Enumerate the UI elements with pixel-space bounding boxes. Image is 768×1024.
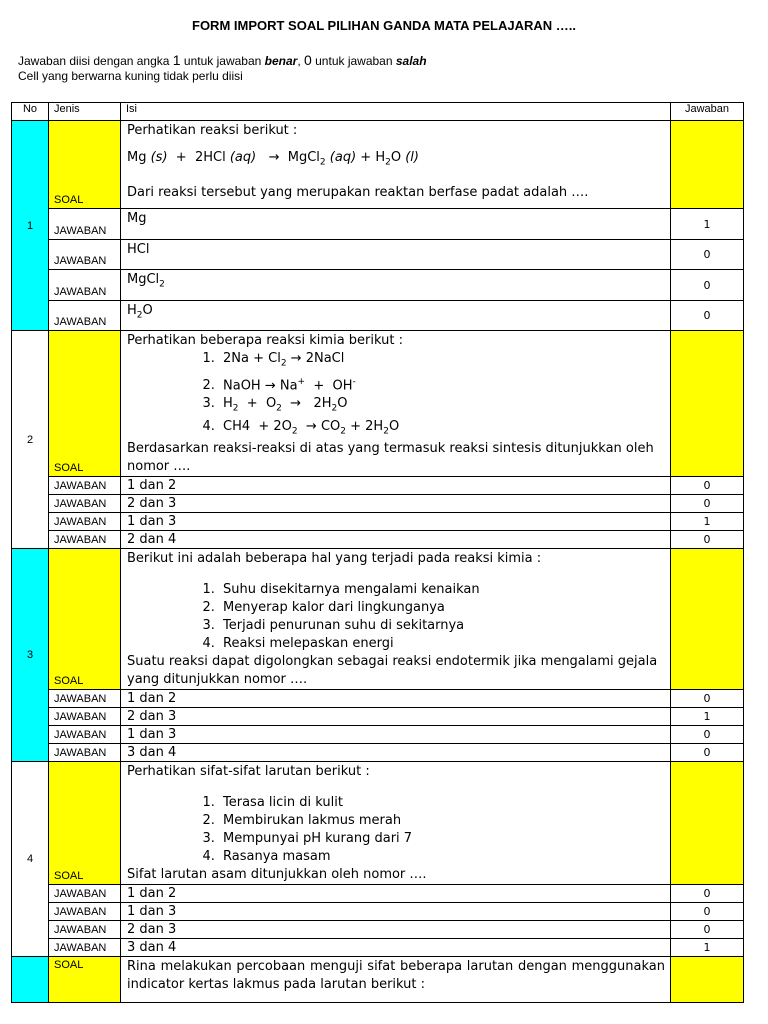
type-jawaban: JAWABAN (49, 531, 121, 549)
question-text[interactable]: Perhatikan beberapa reaksi kimia berikut : 1. $2Na + Cl_2$ → 2NaCl 2. NaOH → Na+ + OH- 3. $H_2 + O_2 \to 2H_2O$ 4. $CH4 + 2O_2 \to CO_2 + 2H_2O$ Berdasarkan reaksi-reaksi di atas yang termasuk reaksi sintesis ditunjukkan oleh nomor …. (121, 331, 671, 477)
answer-value[interactable]: 0 (671, 531, 744, 549)
type-jawaban: JAWABAN (49, 209, 121, 240)
option-text[interactable]: 3 dan 4 (121, 939, 671, 957)
table-row (12, 762, 744, 885)
type-soal: SOAL (49, 331, 121, 477)
reaction-list: 1. $2Na + Cl_2$ → 2NaCl 2. NaOH → Na+ + OH- 3. $H_2 + O_2 \to 2H_2O$ 4. $CH4 + 2O_2 \to CO_2 + 2H_2O$ (127, 350, 665, 440)
question-table (11, 102, 744, 1003)
header-no: No (12, 103, 49, 121)
type-jawaban: JAWABAN (49, 726, 121, 744)
type-jawaban: JAWABAN (49, 301, 121, 331)
type-jawaban: JAWABAN (49, 270, 121, 301)
option-text[interactable]: Mg (121, 209, 671, 240)
option-text[interactable]: 2 dan 3 (121, 921, 671, 939)
table-row (12, 331, 744, 477)
question-text[interactable]: Perhatikan sifat-sifat larutan berikut : 1. Terasa licin di kulit 2. Membirukan lakmus merah 3. Mempunyai pH kurang dari 7 4. Rasanya masam Sifat larutan asam ditunjukkan oleh nomor …. (121, 762, 671, 885)
answer-value[interactable]: 0 (671, 744, 744, 762)
question-number: 4 (12, 762, 49, 957)
table-row (12, 477, 744, 495)
answer-value[interactable]: 1 (671, 513, 744, 531)
header-jawaban: Jawaban (671, 103, 744, 121)
type-jawaban: JAWABAN (49, 885, 121, 903)
option-text[interactable]: 2 dan 3 (121, 495, 671, 513)
table-row (12, 921, 744, 939)
type-jawaban: JAWABAN (49, 690, 121, 708)
table-row (12, 301, 744, 331)
table-row (12, 121, 744, 209)
table-row (12, 726, 744, 744)
question-number: 3 (12, 549, 49, 762)
type-jawaban: JAWABAN (49, 708, 121, 726)
option-text[interactable]: 2 dan 4 (121, 531, 671, 549)
type-soal: SOAL (49, 549, 121, 690)
type-jawaban: JAWABAN (49, 495, 121, 513)
option-text[interactable]: 1 dan 3 (121, 726, 671, 744)
answer-key-blank (671, 957, 744, 1003)
option-text[interactable]: HCl (121, 240, 671, 270)
page-title: FORM IMPORT SOAL PILIHAN GANDA MATA PELAJARAN ….. (192, 18, 576, 33)
answer-value[interactable]: 0 (671, 240, 744, 270)
question-number: 1 (12, 121, 49, 331)
answer-value[interactable]: 0 (671, 885, 744, 903)
table-row (12, 495, 744, 513)
table-row (12, 270, 744, 301)
table-row (12, 513, 744, 531)
answer-value[interactable]: 1 (671, 209, 744, 240)
answer-value[interactable]: 0 (671, 301, 744, 331)
question-text[interactable]: Rina melakukan percobaan menguji sifat beberapa larutan dengan menggunakan indicator kertas lakmus pada larutan berikut : (121, 957, 671, 1003)
table-header (12, 103, 744, 121)
type-jawaban: JAWABAN (49, 939, 121, 957)
type-soal: SOAL (49, 957, 121, 1003)
answer-value[interactable]: 1 (671, 708, 744, 726)
item-list: 1. Suhu disekitarnya mengalami kenaikan 2. Menyerap kalor dari lingkunganya 3. Terjadi penurunan suhu di sekitarnya 4. Reaksi melepaskan energi (127, 581, 665, 653)
answer-key-blank (671, 331, 744, 477)
table-row (12, 531, 744, 549)
type-jawaban: JAWABAN (49, 921, 121, 939)
header-isi: Isi (121, 103, 671, 121)
table-row (12, 209, 744, 240)
type-jawaban: JAWABAN (49, 240, 121, 270)
option-text[interactable]: 3 dan 4 (121, 744, 671, 762)
table-row (12, 957, 744, 1003)
answer-value[interactable]: 0 (671, 903, 744, 921)
answer-value[interactable]: 0 (671, 270, 744, 301)
table-row (12, 885, 744, 903)
equation: Mg (s) + 2HCl (aq) → MgCl$_2$ $(aq) + H_2O$ (l) (127, 150, 419, 168)
header-jenis: Jenis (49, 103, 121, 121)
table-row (12, 549, 744, 690)
answer-value[interactable]: 0 (671, 690, 744, 708)
answer-value[interactable]: 0 (671, 495, 744, 513)
option-text[interactable]: 1 dan 3 (121, 903, 671, 921)
answer-value[interactable]: 0 (671, 477, 744, 495)
answer-value[interactable]: 0 (671, 726, 744, 744)
answer-key-blank (671, 549, 744, 690)
table-row (12, 939, 744, 957)
answer-value[interactable]: 0 (671, 921, 744, 939)
table-row (12, 690, 744, 708)
type-soal: SOAL (49, 121, 121, 209)
question-number: 2 (12, 331, 49, 549)
type-jawaban: JAWABAN (49, 744, 121, 762)
type-jawaban: JAWABAN (49, 903, 121, 921)
instruction-line-1: Jawaban diisi dengan angka 1 untuk jawaban benar, 0 untuk jawaban salah (18, 52, 427, 68)
option-text[interactable]: $H_2O$ (121, 301, 671, 331)
question-text[interactable]: Perhatikan reaksi berikut : Mg (s) + 2HCl (aq) → MgCl$_2$ $(aq) + H_2O$ (l) Dari reaksi tersebut yang merupakan reaktan berfase padat adalah …. (121, 121, 671, 209)
question-text[interactable]: Berikut ini adalah beberapa hal yang terjadi pada reaksi kimia : 1. Suhu disekitarnya mengalami kenaikan 2. Menyerap kalor dari lingkunganya 3. Terjadi penurunan suhu di sekitarnya 4. Reaksi melepaskan energi Suatu reaksi dapat digolongkan sebagai reaksi endotermik jika mengalami gejala yang ditunjukkan nomor …. (121, 549, 671, 690)
item-list: 1. Terasa licin di kulit 2. Membirukan lakmus merah 3. Mempunyai pH kurang dari 7 4. Rasanya masam (127, 794, 665, 866)
option-text[interactable]: 1 dan 2 (121, 477, 671, 495)
answer-value[interactable]: 1 (671, 939, 744, 957)
option-text[interactable]: 1 dan 2 (121, 690, 671, 708)
option-text[interactable]: 1 dan 3 (121, 513, 671, 531)
option-text[interactable]: 2 dan 3 (121, 708, 671, 726)
type-soal: SOAL (49, 762, 121, 885)
question-number (12, 957, 49, 1003)
instruction-line-2: Cell yang berwarna kuning tidak perlu diisi (18, 69, 243, 83)
answer-key-blank (671, 762, 744, 885)
table-row (12, 744, 744, 762)
answer-key-blank (671, 121, 744, 209)
table-row (12, 240, 744, 270)
option-text[interactable]: 1 dan 2 (121, 885, 671, 903)
type-jawaban: JAWABAN (49, 477, 121, 495)
option-text[interactable]: MgCl$_2$ (121, 270, 671, 301)
type-jawaban: JAWABAN (49, 513, 121, 531)
table-row (12, 708, 744, 726)
table-row (12, 903, 744, 921)
